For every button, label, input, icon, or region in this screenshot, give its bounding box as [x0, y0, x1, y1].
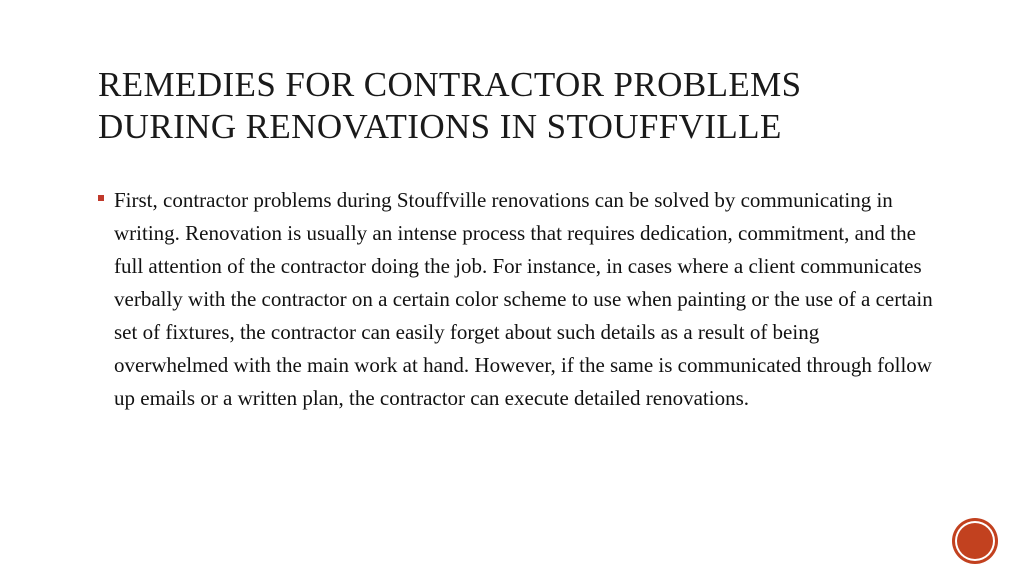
square-bullet-icon: [98, 195, 104, 201]
slide-title-line-1: REMEDIES FOR CONTRACTOR PROBLEMS: [98, 65, 802, 104]
slide-body: [98, 184, 938, 415]
bullet-item: [98, 184, 938, 415]
slide-title-line-2: DURING RENOVATIONS IN STOUFFVILLE: [98, 107, 782, 146]
slide-title: [98, 64, 978, 148]
slide-number-badge: [955, 521, 995, 561]
bullet-text: First, contractor problems during Stouffville renovations can be solved by communicating in writing. Renovation is usually an intense process that requires dedication, commitment, and the full attention of the contractor doing the job. For instance, in cases where a client communicates verbally with the contractor on a certain color scheme to use when painting or the use of a certain set of fixtures, the contractor can easily forget about such details as a result of being overwhelmed with the main work at hand. However, if the same is communicated through follow up emails or a written plan, the contractor can execute detailed renovations.: [114, 188, 933, 410]
